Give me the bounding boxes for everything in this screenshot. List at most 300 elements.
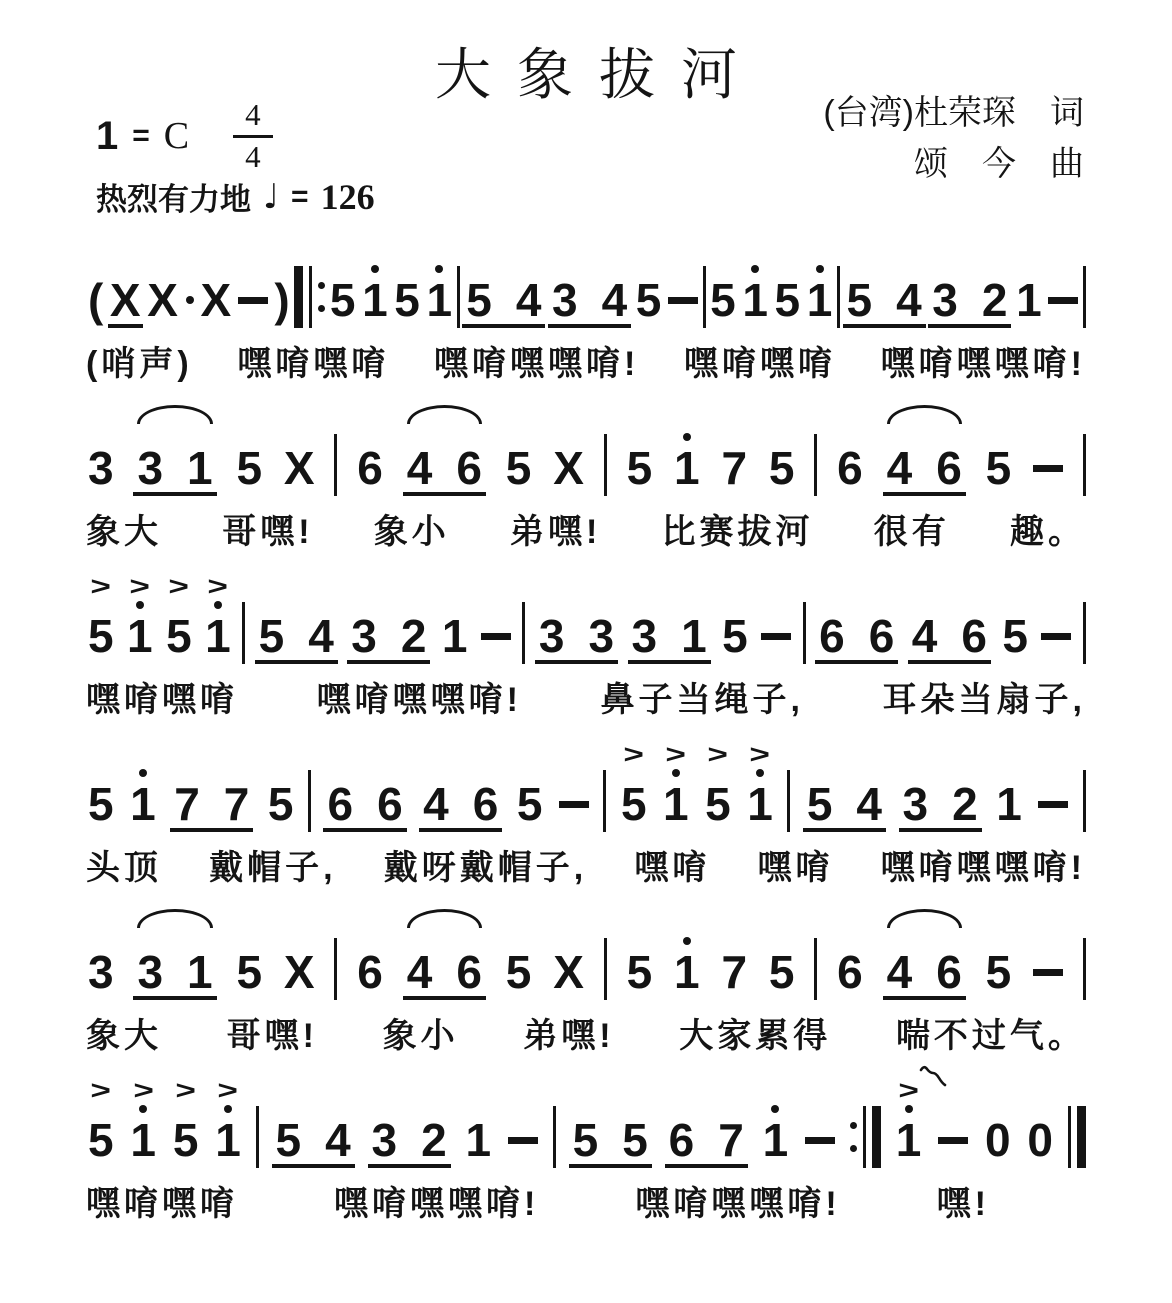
note	[819, 572, 845, 660]
lyric-segment: 嘿唷嘿唷	[86, 681, 238, 719]
note-number: 5	[88, 610, 114, 662]
note	[276, 1076, 302, 1164]
note-number: 5	[329, 274, 356, 326]
lyrics-row	[86, 672, 1086, 720]
beamed-group	[133, 404, 216, 496]
quarter-note-icon: ♩	[263, 176, 280, 217]
note	[847, 236, 873, 324]
repeat-end-barline	[850, 1106, 881, 1168]
barline	[457, 266, 460, 328]
note-number: 7	[718, 1114, 744, 1166]
note-number: 1	[130, 1114, 157, 1166]
duration-dash	[557, 740, 591, 832]
note-number: 1	[465, 1114, 492, 1166]
barline	[1083, 938, 1086, 1000]
note	[936, 404, 962, 492]
note	[456, 404, 482, 492]
beamed-group	[548, 236, 631, 328]
lyric-segment: 嘿唷嘿嘿唷!	[316, 681, 522, 719]
note	[440, 572, 470, 664]
lyric-segment: 戴呀戴帽子,	[383, 849, 588, 887]
note	[187, 908, 213, 996]
duration-dash	[936, 1076, 970, 1168]
note-number: 4	[886, 442, 913, 494]
note-number: 3	[88, 946, 114, 998]
note	[708, 236, 738, 328]
note	[308, 572, 334, 660]
accent-mark: >	[207, 571, 229, 601]
barline	[553, 1106, 556, 1168]
note-number: 5	[88, 778, 114, 830]
note	[703, 740, 733, 832]
octave-dot	[816, 265, 824, 273]
accent-mark: >	[129, 571, 151, 601]
x-note	[145, 236, 196, 328]
duration-dash	[803, 1076, 837, 1168]
octave-dot	[435, 265, 443, 273]
octave-dot	[214, 601, 222, 609]
note	[355, 908, 385, 1000]
note-number: 6	[327, 778, 354, 830]
note-number: 5	[710, 274, 736, 326]
beamed-group	[569, 1076, 652, 1168]
x-note	[551, 908, 586, 1000]
song-title: 大象拔河	[435, 43, 763, 106]
accent-mark: >	[898, 1075, 919, 1105]
note	[234, 908, 264, 1000]
note-number: 5	[267, 778, 294, 830]
lyric-segment: 嘿唷嘿唷	[86, 1185, 238, 1223]
x-note	[198, 236, 233, 328]
note-number: 5	[705, 778, 731, 830]
note	[128, 1076, 158, 1168]
note	[259, 572, 285, 660]
note-number: 5	[172, 1114, 199, 1166]
note-number: 6	[456, 442, 482, 494]
note-number: 2	[421, 1114, 447, 1166]
note	[213, 1076, 243, 1168]
note	[355, 404, 385, 496]
note	[86, 1076, 116, 1168]
note	[672, 908, 702, 1000]
note-number: 5	[774, 274, 801, 326]
lyric-segment: 哥嘿!	[226, 1017, 318, 1055]
note	[86, 740, 116, 832]
beamed-group	[928, 236, 1011, 328]
note-number: 3	[538, 610, 565, 662]
lyric-segment: 象小	[373, 513, 450, 551]
note-number: 4	[886, 946, 913, 998]
key-name: C	[163, 115, 190, 158]
barline	[242, 602, 245, 664]
barline	[703, 266, 706, 328]
final-barline	[1068, 1106, 1086, 1168]
note	[325, 1076, 351, 1164]
note-number: 5	[626, 946, 653, 998]
note-number: 5	[768, 442, 795, 494]
note	[740, 236, 770, 328]
note-number: 6	[837, 442, 863, 494]
note-number: 5	[236, 442, 263, 494]
octave-dot	[224, 1105, 232, 1113]
beamed-group	[843, 236, 926, 328]
note	[672, 404, 702, 496]
barline	[334, 434, 337, 496]
note	[767, 908, 797, 1000]
barline	[787, 770, 790, 832]
lyrics-row	[86, 1008, 1086, 1056]
parenthesis: (	[88, 274, 104, 326]
lyric-segment: 嘿唷嘿嘿唷!	[880, 849, 1086, 887]
note-number: 6	[936, 946, 962, 998]
note	[421, 1076, 447, 1164]
lyric-segment: 哥嘿!	[222, 513, 314, 551]
note-number: 5	[806, 778, 833, 830]
note	[936, 908, 962, 996]
note	[887, 404, 913, 492]
duration-dash	[666, 236, 700, 328]
note-number: 3	[371, 1114, 398, 1166]
expression-text: 热烈有力地	[96, 182, 251, 217]
lyric-segment: 弟嘿!	[523, 1017, 615, 1055]
note	[602, 236, 628, 324]
beamed-group	[403, 908, 486, 1000]
barline	[522, 602, 525, 664]
beamed-group	[803, 740, 886, 832]
note	[86, 908, 116, 1000]
time-signature	[233, 98, 273, 174]
note	[328, 236, 358, 328]
note	[932, 236, 958, 324]
lyric-segment: 象大	[86, 1017, 162, 1055]
note-number: 4	[911, 610, 938, 662]
note	[681, 572, 707, 660]
note-number: 1	[130, 778, 156, 830]
lyric-segment: 比赛拔河	[661, 513, 814, 551]
note	[625, 908, 655, 1000]
note	[952, 740, 978, 828]
note-number: 2	[952, 778, 978, 830]
note	[894, 1076, 924, 1168]
note	[719, 908, 749, 1000]
note-number: 4	[515, 274, 542, 326]
note	[266, 740, 296, 832]
duration-dash	[1036, 740, 1070, 832]
note	[473, 740, 499, 828]
note-number: 7	[223, 778, 250, 830]
note	[835, 404, 865, 496]
note	[961, 572, 987, 660]
beamed-group	[133, 908, 216, 1000]
note-number: 1	[187, 946, 213, 998]
lyric-segment: 喘不过气。	[895, 1017, 1086, 1055]
note	[423, 740, 449, 828]
beamed-group	[255, 572, 338, 664]
note-number: 3	[552, 274, 578, 326]
note	[719, 404, 749, 496]
notes-row	[86, 572, 1086, 664]
barline	[1083, 266, 1086, 328]
note-number: 6	[936, 442, 962, 494]
note-number: 1	[681, 610, 707, 662]
music-system	[86, 740, 1086, 888]
barline	[1083, 770, 1086, 832]
lyric-segment: 嘿唷嘿唷	[237, 345, 390, 383]
note-number: 4	[423, 778, 449, 830]
duration-dash	[759, 572, 793, 664]
note	[805, 236, 835, 328]
note-number: X	[109, 274, 141, 326]
note-number: X	[283, 946, 315, 998]
beamed-group	[883, 404, 966, 496]
octave-dot	[136, 601, 144, 609]
note-number: 7	[721, 946, 748, 998]
lyric-segment: 弟嘿!	[509, 513, 602, 551]
lyric-segment: 戴帽子,	[209, 849, 337, 887]
note	[516, 236, 542, 324]
lyric-segment: 大家累得	[679, 1017, 832, 1055]
note-number: 7	[721, 442, 748, 494]
beamed-group	[462, 236, 545, 328]
note	[773, 236, 803, 328]
note	[360, 236, 390, 328]
note	[588, 572, 614, 660]
note-number: 1	[806, 274, 833, 326]
augmentation-dot	[186, 296, 194, 304]
note-number: 6	[357, 442, 383, 494]
note-number: 5	[1002, 610, 1028, 662]
note-number: 3	[902, 778, 929, 830]
accent-mark: >	[749, 739, 771, 769]
equals-sign: =	[291, 179, 309, 213]
note-number: 6	[668, 1114, 695, 1166]
note	[392, 236, 422, 328]
note	[456, 908, 482, 996]
equals-sign: =	[132, 119, 150, 153]
note-number: 6	[472, 778, 499, 830]
barline	[1083, 602, 1086, 664]
note-number: 2	[400, 610, 427, 662]
note-number: 4	[406, 442, 433, 494]
notes-row	[86, 1076, 1086, 1168]
note	[912, 572, 938, 660]
note-number: 6	[868, 610, 895, 662]
x-note	[551, 404, 586, 496]
note-number: X	[553, 946, 584, 998]
lyric-segment: 嘿唷嘿嘿唷!	[334, 1185, 540, 1223]
note-number: 4	[896, 274, 922, 326]
score	[86, 236, 1086, 1244]
note	[377, 740, 403, 828]
bpm-value: 126	[320, 176, 375, 217]
note-number: 1	[187, 442, 213, 494]
note	[424, 236, 454, 328]
note	[887, 908, 913, 996]
tempo-marking	[96, 174, 375, 219]
note	[464, 1076, 494, 1168]
note-number: 3	[588, 610, 615, 662]
music-system	[86, 908, 1086, 1056]
note-number: 2	[981, 274, 1008, 326]
note	[573, 1076, 599, 1164]
key-signature	[96, 98, 273, 174]
duration-dash	[1046, 236, 1080, 328]
note	[632, 572, 658, 660]
note	[137, 404, 163, 492]
duration-dash	[1039, 572, 1073, 664]
note	[1014, 236, 1044, 328]
notes-row	[86, 908, 1086, 1000]
beamed-group	[535, 572, 618, 664]
note-number: 0	[1027, 1114, 1053, 1166]
lyricist-credit: (台湾)杜荣琛 词	[823, 94, 1084, 132]
note-number: 1	[663, 778, 689, 830]
notes-row	[86, 404, 1086, 496]
octave-dot	[139, 769, 147, 777]
note-number: 1	[441, 610, 468, 662]
note-number: 1	[426, 274, 453, 326]
note	[224, 740, 250, 828]
note	[994, 740, 1024, 832]
note-number: 1	[762, 1114, 789, 1166]
octave-dot	[683, 433, 691, 441]
note	[174, 740, 200, 828]
octave-dot	[905, 1105, 913, 1113]
note	[619, 740, 649, 832]
lyric-segment: (哨声)	[86, 345, 193, 383]
octave-dot	[139, 1105, 147, 1113]
note-number: 5	[572, 1114, 599, 1166]
note-number: 5	[88, 1114, 114, 1166]
note	[171, 1076, 201, 1168]
note-number: 5	[258, 610, 285, 662]
note-number: 1	[996, 778, 1022, 830]
note	[767, 404, 797, 496]
note-number: 5	[722, 610, 748, 662]
barline	[837, 266, 840, 328]
accent-mark: >	[217, 1075, 239, 1105]
parenthesis: )	[274, 274, 290, 326]
lyric-segment: 象大	[86, 513, 162, 551]
note-number: 7	[174, 778, 200, 830]
note	[625, 404, 655, 496]
note	[552, 236, 578, 324]
note	[125, 572, 155, 664]
lyric-segment: 嘿唷嘿嘿唷!	[434, 345, 640, 383]
note	[669, 1076, 695, 1164]
note-number: 3	[137, 442, 164, 494]
barline	[1083, 434, 1086, 496]
beamed-group	[899, 740, 982, 832]
music-system	[86, 1076, 1086, 1224]
x-note	[282, 404, 317, 496]
octave-dot	[771, 1105, 779, 1113]
note-number: 3	[631, 610, 658, 662]
beamed-group	[628, 572, 711, 664]
note	[539, 572, 565, 660]
note-number: 4	[856, 778, 882, 830]
note-number: 6	[456, 946, 482, 998]
octave-dot	[672, 769, 680, 777]
duration-dash	[236, 236, 270, 328]
beamed-group	[368, 1076, 451, 1168]
note	[466, 236, 492, 324]
note	[807, 740, 833, 828]
note-number: 5	[846, 274, 873, 326]
note-number: 4	[308, 610, 334, 662]
note	[504, 404, 534, 496]
repeat-begin-barline	[294, 266, 325, 328]
accent-mark: >	[707, 739, 729, 769]
x-note	[282, 908, 317, 1000]
beamed-group	[347, 572, 430, 664]
barline	[256, 1106, 259, 1168]
note	[327, 740, 353, 828]
note-number: 5	[985, 442, 1012, 494]
note	[504, 908, 534, 1000]
barline	[334, 938, 337, 1000]
note-number: 5	[626, 442, 653, 494]
duration-dash	[479, 572, 513, 664]
beamed-group	[419, 740, 502, 832]
tonic-number: 1	[96, 114, 119, 159]
note-number: 5	[505, 946, 532, 998]
note-number: 1	[1016, 274, 1042, 326]
note-number: 5	[275, 1114, 302, 1166]
music-system	[86, 572, 1086, 720]
note	[407, 404, 433, 492]
lyric-segment: 象小	[382, 1017, 459, 1055]
accent-mark: >	[132, 1075, 154, 1105]
note	[407, 908, 433, 996]
accent-mark: >	[168, 571, 190, 601]
note	[984, 404, 1014, 496]
barline	[308, 770, 311, 832]
duration-dash	[1031, 404, 1065, 496]
note	[401, 572, 427, 660]
lyrics-row	[86, 1176, 1086, 1224]
note-number: 3	[351, 610, 377, 662]
note-number: 6	[961, 610, 987, 662]
beamed-group	[883, 908, 966, 1000]
note	[745, 740, 775, 832]
note-number: 5	[236, 946, 263, 998]
barline	[803, 602, 806, 664]
note-number: 5	[622, 1114, 648, 1166]
beamed-group	[665, 1076, 748, 1168]
note	[515, 740, 545, 832]
note	[137, 908, 163, 996]
note	[720, 572, 750, 664]
note-number: 1	[362, 274, 388, 326]
note	[982, 236, 1008, 324]
barline	[604, 938, 607, 1000]
accent-mark: >	[90, 571, 112, 601]
note-number: 1	[895, 1114, 922, 1166]
note-number: X	[553, 442, 584, 494]
note-number: 1	[674, 946, 700, 998]
lyric-segment: 很有	[873, 513, 950, 551]
note	[984, 908, 1014, 1000]
composer-credit: 颂 今 曲	[914, 145, 1084, 183]
note-number: 3	[88, 442, 114, 494]
note-number: 1	[742, 274, 768, 326]
note-number: 1	[674, 442, 700, 494]
note-number: 5	[985, 946, 1012, 998]
note-number: 6	[819, 610, 845, 662]
note	[203, 572, 233, 664]
octave-dot	[683, 937, 691, 945]
